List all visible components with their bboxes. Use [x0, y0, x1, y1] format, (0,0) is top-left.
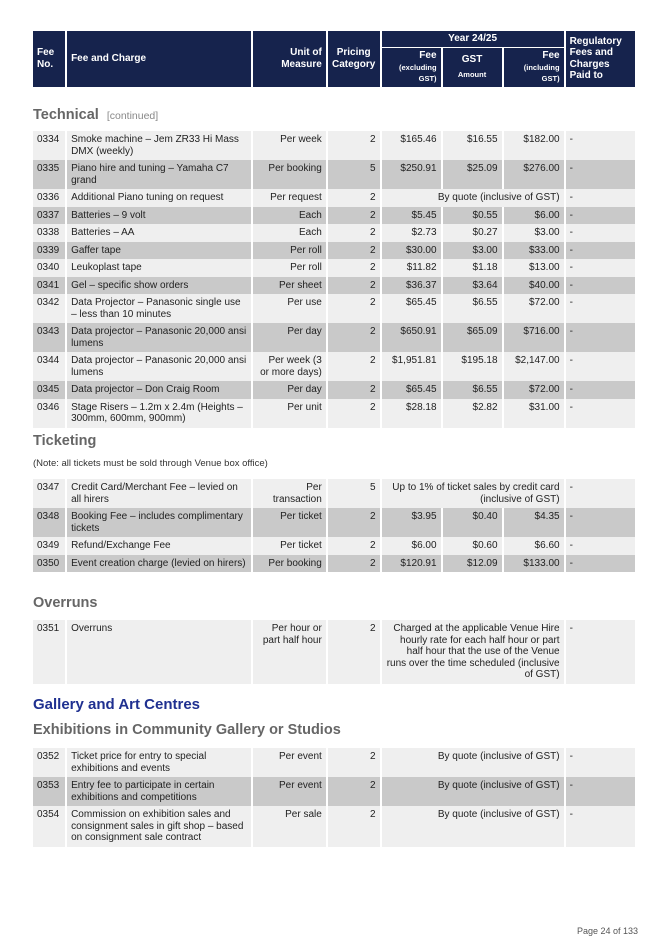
fee-row [33, 537, 635, 555]
fee-number: 0345 [33, 381, 65, 399]
fee-regulatory: - [566, 277, 635, 295]
fee-name: Leukoplast tape [67, 259, 251, 277]
fee-regulatory: - [566, 537, 635, 555]
fee-category: 2 [328, 294, 380, 323]
fee-unit: Per ticket [253, 537, 325, 555]
fee-quote-note: Up to 1% of ticket sales by credit card (inclusive of GST) [382, 479, 564, 508]
fee-row [33, 242, 635, 260]
fee-category: 2 [328, 806, 380, 847]
fee-row [33, 224, 635, 242]
fee-category: 2 [328, 555, 380, 573]
fee-gst-amount: $195.18 [443, 352, 502, 381]
fee-name: Batteries – 9 volt [67, 207, 251, 225]
fee-category: 2 [328, 224, 380, 242]
fee-gst-amount: $2.82 [443, 399, 502, 428]
technical-rows [33, 131, 635, 428]
fee-regulatory: - [566, 207, 635, 225]
col-fee-excl [382, 48, 441, 87]
fee-name: Data projector – Panasonic 20,000 ansi lumens [67, 323, 251, 352]
fee-row [33, 508, 635, 537]
col-fee-excl-label: Fee [419, 50, 437, 61]
fee-regulatory: - [566, 555, 635, 573]
fee-excl-gst: $165.46 [382, 131, 441, 160]
fee-name: Commission on exhibition sales and consignment sales in gift shop – based on consignment sale contract [67, 806, 251, 847]
fee-incl-gst: $33.00 [504, 242, 564, 260]
fee-name: Overruns [67, 620, 251, 684]
fee-regulatory: - [566, 381, 635, 399]
fee-name: Data projector – Don Craig Room [67, 381, 251, 399]
fee-quote-note: By quote (inclusive of GST) [382, 748, 564, 777]
fee-gst-amount: $0.40 [443, 508, 502, 537]
fee-row [33, 777, 635, 806]
fee-unit: Per ticket [253, 508, 325, 537]
fee-number: 0354 [33, 806, 65, 847]
col-regulatory: Regulatory Fees and Charges Paid to [566, 31, 635, 87]
fee-name: Credit Card/Merchant Fee – levied on all hirers [67, 479, 251, 508]
fee-incl-gst: $40.00 [504, 277, 564, 295]
fee-quote-note: By quote (inclusive of GST) [382, 806, 564, 847]
fee-quote-note: By quote (inclusive of GST) [382, 777, 564, 806]
fee-incl-gst: $3.00 [504, 224, 564, 242]
fee-regulatory: - [566, 806, 635, 847]
fee-excl-gst: $65.45 [382, 294, 441, 323]
section-technical-title: Technical [33, 107, 99, 123]
fee-row [33, 381, 635, 399]
fee-incl-gst: $133.00 [504, 555, 564, 573]
fee-row [33, 620, 635, 684]
fee-name: Data projector – Panasonic 20,000 ansi lumens [67, 352, 251, 381]
fee-regulatory: - [566, 620, 635, 684]
fee-unit: Each [253, 207, 325, 225]
fee-quote-note: Charged at the applicable Venue Hire hourly rate for each half hour or part half hour that the use of the Venue runs over the time scheduled (inclusive of GST) [382, 620, 564, 684]
fee-category: 2 [328, 748, 380, 777]
section-ticketing: Ticketing [33, 433, 97, 449]
fee-name: Additional Piano tuning on request [67, 189, 251, 207]
fee-category: 5 [328, 479, 380, 508]
fee-gst-amount: $6.55 [443, 294, 502, 323]
fee-unit: Per booking [253, 160, 325, 189]
fee-category: 2 [328, 352, 380, 381]
overruns-table [31, 620, 637, 684]
fee-excl-gst: $6.00 [382, 537, 441, 555]
section-gallery: Gallery and Art Centres [33, 696, 200, 713]
fee-unit: Per sale [253, 806, 325, 847]
fee-number: 0334 [33, 131, 65, 160]
fee-name: Smoke machine – Jem ZR33 Hi Mass DMX (weekly) [67, 131, 251, 160]
fee-incl-gst: $31.00 [504, 399, 564, 428]
fee-unit: Per request [253, 189, 325, 207]
fee-incl-gst: $72.00 [504, 381, 564, 399]
fee-excl-gst: $250.91 [382, 160, 441, 189]
fee-number: 0348 [33, 508, 65, 537]
fee-number: 0352 [33, 748, 65, 777]
col-fee-incl-sub: (including GST) [523, 62, 560, 83]
fee-gst-amount: $16.55 [443, 131, 502, 160]
fee-excl-gst: $65.45 [382, 381, 441, 399]
fee-excl-gst: $3.95 [382, 508, 441, 537]
fee-number: 0341 [33, 277, 65, 295]
fee-excl-gst: $1,951.81 [382, 352, 441, 381]
fee-row [33, 479, 635, 508]
fee-unit: Per event [253, 748, 325, 777]
fee-number: 0342 [33, 294, 65, 323]
fee-incl-gst: $2,147.00 [504, 352, 564, 381]
fee-incl-gst: $6.00 [504, 207, 564, 225]
fee-excl-gst: $120.91 [382, 555, 441, 573]
fee-regulatory: - [566, 508, 635, 537]
fee-row [33, 294, 635, 323]
fee-excl-gst: $650.91 [382, 323, 441, 352]
fee-row [33, 399, 635, 428]
fee-number: 0344 [33, 352, 65, 381]
fee-regulatory: - [566, 160, 635, 189]
fee-number: 0343 [33, 323, 65, 352]
fee-category: 2 [328, 537, 380, 555]
col-gst [443, 48, 502, 87]
page-footer: Page 24 of 133 [576, 926, 638, 936]
fee-regulatory: - [566, 294, 635, 323]
fee-category: 2 [328, 620, 380, 684]
fee-regulatory: - [566, 352, 635, 381]
fee-excl-gst: $36.37 [382, 277, 441, 295]
col-pricing-category: Pricing Category [328, 31, 380, 87]
section-technical [33, 107, 158, 123]
fee-unit: Each [253, 224, 325, 242]
fee-row [33, 131, 635, 160]
fee-regulatory: - [566, 777, 635, 806]
exhibition-rows [33, 748, 635, 847]
fee-category: 2 [328, 259, 380, 277]
fee-gst-amount: $25.09 [443, 160, 502, 189]
ticketing-table [31, 479, 637, 572]
fee-quote-note: By quote (inclusive of GST) [382, 189, 564, 207]
fee-row [33, 277, 635, 295]
fee-number: 0340 [33, 259, 65, 277]
section-exhibitions: Exhibitions in Community Gallery or Studios [33, 722, 341, 738]
fee-row [33, 323, 635, 352]
fee-table-header [31, 31, 637, 87]
fee-category: 2 [328, 189, 380, 207]
overruns-rows [33, 620, 635, 684]
col-unit-of-measure: Unit of Measure [253, 31, 325, 87]
fee-unit: Per roll [253, 242, 325, 260]
col-gst-sub: Amount [457, 70, 487, 80]
fee-row [33, 189, 635, 207]
fee-regulatory: - [566, 748, 635, 777]
technical-table [31, 131, 637, 428]
fee-regulatory: - [566, 189, 635, 207]
fee-excl-gst: $11.82 [382, 259, 441, 277]
fee-excl-gst: $30.00 [382, 242, 441, 260]
fee-unit: Per event [253, 777, 325, 806]
fee-unit: Per unit [253, 399, 325, 428]
fee-gst-amount: $0.60 [443, 537, 502, 555]
fee-category: 2 [328, 207, 380, 225]
fee-row [33, 806, 635, 847]
fee-excl-gst: $5.45 [382, 207, 441, 225]
col-fee-excl-sub: (excluding GST) [399, 62, 437, 83]
col-fee-and-charge: Fee and Charge [67, 31, 251, 87]
fee-row [33, 259, 635, 277]
fee-number: 0338 [33, 224, 65, 242]
fee-name: Booking Fee – includes complimentary tickets [67, 508, 251, 537]
fee-name: Ticket price for entry to special exhibitions and events [67, 748, 251, 777]
fee-gst-amount: $1.18 [443, 259, 502, 277]
fee-incl-gst: $716.00 [504, 323, 564, 352]
col-fee-incl [504, 48, 564, 87]
fee-gst-amount: $3.00 [443, 242, 502, 260]
fee-unit: Per week [253, 131, 325, 160]
fee-number: 0346 [33, 399, 65, 428]
fee-incl-gst: $182.00 [504, 131, 564, 160]
fee-category: 2 [328, 323, 380, 352]
fee-number: 0339 [33, 242, 65, 260]
fee-regulatory: - [566, 224, 635, 242]
fee-number: 0353 [33, 777, 65, 806]
col-fee-no: Fee No. [33, 31, 65, 87]
fee-unit: Per booking [253, 555, 325, 573]
fee-category: 2 [328, 381, 380, 399]
fee-regulatory: - [566, 242, 635, 260]
ticketing-rows [33, 479, 635, 572]
fee-category: 2 [328, 399, 380, 428]
section-technical-continued: [continued] [106, 110, 159, 122]
fee-unit: Per roll [253, 259, 325, 277]
fee-row [33, 748, 635, 777]
ticketing-note: (Note: all tickets must be sold through Venue box office) [33, 458, 268, 469]
fee-unit: Per hour or part half hour [253, 620, 325, 684]
fee-name: Data Projector – Panasonic single use – less than 10 minutes [67, 294, 251, 323]
fee-row [33, 352, 635, 381]
fee-category: 2 [328, 777, 380, 806]
fee-unit: Per sheet [253, 277, 325, 295]
exhibitions-table [31, 748, 637, 847]
fee-name: Event creation charge (levied on hirers) [67, 555, 251, 573]
fee-regulatory: - [566, 323, 635, 352]
fee-number: 0336 [33, 189, 65, 207]
col-gst-label: GST [461, 53, 483, 65]
fee-gst-amount: $0.27 [443, 224, 502, 242]
fee-unit: Per transaction [253, 479, 325, 508]
fee-incl-gst: $4.35 [504, 508, 564, 537]
fee-regulatory: - [566, 479, 635, 508]
fee-number: 0349 [33, 537, 65, 555]
section-overruns: Overruns [33, 595, 98, 611]
fee-gst-amount: $6.55 [443, 381, 502, 399]
fee-number: 0335 [33, 160, 65, 189]
fee-incl-gst: $276.00 [504, 160, 564, 189]
fee-name: Gel – specific show orders [67, 277, 251, 295]
fee-number: 0337 [33, 207, 65, 225]
fee-regulatory: - [566, 399, 635, 428]
fee-regulatory: - [566, 131, 635, 160]
fee-name: Stage Risers – 1.2m x 2.4m (Heights – 300mm, 600mm, 900mm) [67, 399, 251, 428]
fee-gst-amount: $0.55 [443, 207, 502, 225]
fee-category: 2 [328, 277, 380, 295]
fee-category: 2 [328, 131, 380, 160]
fee-name: Piano hire and tuning – Yamaha C7 grand [67, 160, 251, 189]
col-year: Year 24/25 [382, 31, 564, 48]
fee-incl-gst: $13.00 [504, 259, 564, 277]
fee-unit: Per day [253, 381, 325, 399]
fee-number: 0351 [33, 620, 65, 684]
fee-row [33, 555, 635, 573]
fee-name: Gaffer tape [67, 242, 251, 260]
fee-category: 2 [328, 242, 380, 260]
fee-name: Refund/Exchange Fee [67, 537, 251, 555]
fee-name: Batteries – AA [67, 224, 251, 242]
fee-name: Entry fee to participate in certain exhibitions and competitions [67, 777, 251, 806]
fee-excl-gst: $28.18 [382, 399, 441, 428]
fee-gst-amount: $12.09 [443, 555, 502, 573]
fee-number: 0347 [33, 479, 65, 508]
fee-regulatory: - [566, 259, 635, 277]
fee-category: 2 [328, 508, 380, 537]
fee-row [33, 207, 635, 225]
fee-unit: Per week (3 or more days) [253, 352, 325, 381]
fee-unit: Per use [253, 294, 325, 323]
fee-gst-amount: $3.64 [443, 277, 502, 295]
fee-category: 5 [328, 160, 380, 189]
fee-incl-gst: $72.00 [504, 294, 564, 323]
fee-row [33, 160, 635, 189]
fee-excl-gst: $2.73 [382, 224, 441, 242]
fee-number: 0350 [33, 555, 65, 573]
fee-incl-gst: $6.60 [504, 537, 564, 555]
fee-unit: Per day [253, 323, 325, 352]
fee-gst-amount: $65.09 [443, 323, 502, 352]
col-fee-incl-label: Fee [542, 50, 560, 61]
